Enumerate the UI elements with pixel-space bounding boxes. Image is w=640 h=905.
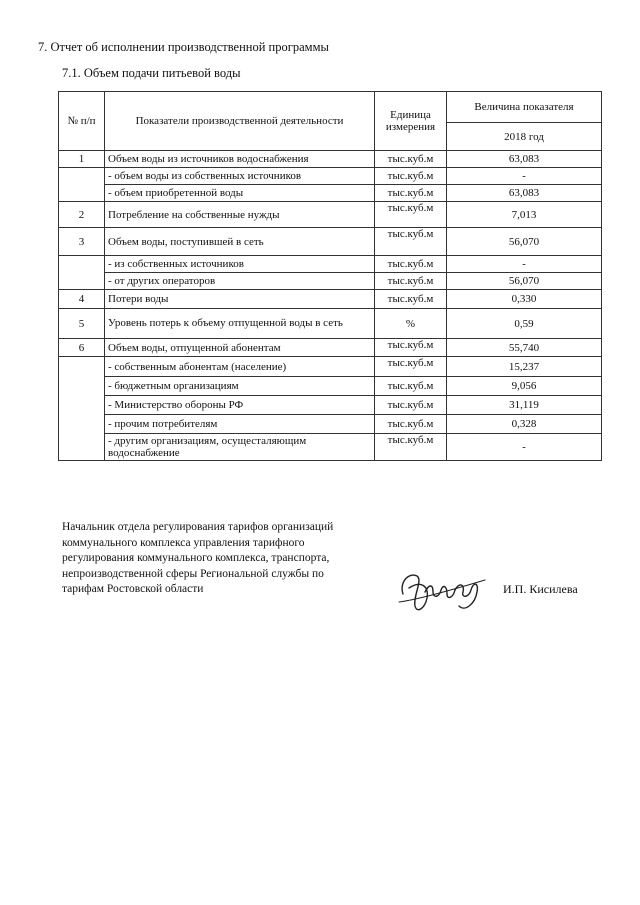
row-label: Объем воды из источников водоснабжения: [105, 151, 375, 168]
row-unit: тыс.куб.м: [375, 396, 447, 415]
row-unit: тыс.куб.м: [375, 168, 447, 185]
position-line: непроизводственной сферы Региональной службы по: [62, 567, 324, 580]
row-num: 6: [59, 339, 105, 357]
row-unit: тыс.куб.м: [375, 185, 447, 202]
row-label: Объем воды, отпущенной абонентам: [105, 339, 375, 357]
row-unit: тыс.куб.м: [375, 273, 447, 290]
row-value: 0,328: [447, 415, 602, 434]
row-num: 1: [59, 151, 105, 168]
row-unit: тыс.куб.м: [375, 256, 447, 273]
signatory-name: И.П. Кисилева: [503, 582, 578, 596]
table-row: [59, 339, 602, 357]
row-unit: тыс.куб.м: [375, 151, 447, 168]
row-value: 56,070: [447, 273, 602, 290]
table-row: [59, 396, 602, 415]
row-num: 2: [59, 202, 105, 228]
row-label: - из собственных источников: [105, 256, 375, 273]
row-unit: тыс.куб.м: [375, 202, 447, 228]
row-value: -: [447, 434, 602, 461]
row-label: - прочим потребителям: [105, 415, 375, 434]
header-unit: Единица измерения: [375, 92, 447, 151]
table-row: [59, 273, 602, 290]
water-supply-table: [58, 91, 602, 461]
header-value: Величина показателя: [447, 92, 602, 123]
table-row: [59, 202, 602, 228]
row-unit: тыс.куб.м: [375, 228, 447, 256]
row-value: 9,056: [447, 377, 602, 396]
row-num: [59, 357, 105, 461]
row-label: Потребление на собственные нужды: [105, 202, 375, 228]
handwritten-signature: [395, 562, 490, 617]
row-value: 55,740: [447, 339, 602, 357]
signatory-position: [62, 520, 392, 598]
row-value: 31,119: [447, 396, 602, 415]
row-value: 0,330: [447, 290, 602, 309]
table-row: [59, 290, 602, 309]
header-indicator: Показатели производственной деятельности: [105, 92, 375, 151]
table-row: [59, 415, 602, 434]
row-num: 3: [59, 228, 105, 256]
row-label: - другим организациям, осущесталяющим водоснабжение: [105, 434, 375, 461]
table-row: [59, 309, 602, 339]
position-line: тарифам Ростовской области: [62, 583, 204, 595]
row-num: 5: [59, 309, 105, 339]
table-row: [59, 168, 602, 185]
table-row: [59, 185, 602, 202]
row-label: - объем воды из собственных источников: [105, 168, 375, 185]
table-row: [59, 151, 602, 168]
table-row: [59, 377, 602, 396]
row-unit: тыс.куб.м: [375, 357, 447, 377]
row-label: Потери воды: [105, 290, 375, 309]
table-row: [59, 434, 602, 461]
row-unit: тыс.куб.м: [375, 415, 447, 434]
table-row: [59, 357, 602, 377]
row-unit: тыс.куб.м: [375, 290, 447, 309]
header-year: 2018 год: [447, 123, 602, 151]
row-value: 0,59: [447, 309, 602, 339]
row-label: Объем воды, поступившей в сеть: [105, 228, 375, 256]
row-value: 56,070: [447, 228, 602, 256]
row-num: [59, 256, 105, 290]
row-value: 7,013: [447, 202, 602, 228]
row-label: - собственным абонентам (население): [105, 357, 375, 377]
row-value: -: [447, 168, 602, 185]
position-line: коммунального комплекса управления тарифного: [62, 536, 305, 549]
position-line: Начальник отдела регулирования тарифов организаций: [62, 521, 334, 533]
row-value: 63,083: [447, 185, 602, 202]
row-unit: тыс.куб.м: [375, 377, 447, 396]
table-row: [59, 228, 602, 256]
row-num: [59, 168, 105, 202]
row-unit: тыс.куб.м: [375, 434, 447, 461]
row-value: -: [447, 256, 602, 273]
row-label: - Министерство обороны РФ: [105, 396, 375, 415]
subsection-heading: 7.1. Объем подачи питьевой воды: [62, 66, 241, 80]
header-num: № п/п: [59, 92, 105, 151]
table-row: [59, 256, 602, 273]
row-num: 4: [59, 290, 105, 309]
row-label: - объем приобретенной воды: [105, 185, 375, 202]
row-label: Уровень потерь к объему отпущенной воды в сеть: [105, 309, 375, 339]
position-line: регулирования коммунального комплекса, транспорта,: [62, 552, 330, 564]
row-value: 15,237: [447, 357, 602, 377]
row-value: 63,083: [447, 151, 602, 168]
row-unit: тыс.куб.м: [375, 339, 447, 357]
row-label: - бюджетным организациям: [105, 377, 375, 396]
row-label: - от других операторов: [105, 273, 375, 290]
row-unit: %: [375, 309, 447, 339]
section-heading: 7. Отчет об исполнении производственной программы: [38, 40, 329, 54]
